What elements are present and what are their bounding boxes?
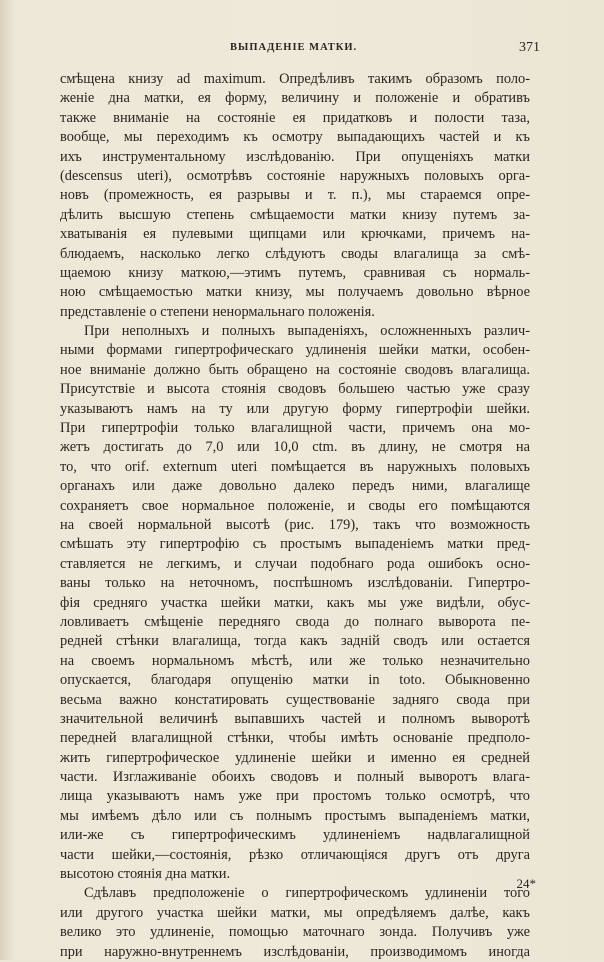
text-line: то, что orif. externum uteri помѣщается въ наружныхъ половыхъ <box>60 458 530 475</box>
text-line: блюдаемъ, насколько легко слѣдуютъ своды влагалища за смѣ- <box>60 245 530 262</box>
text-line: ставляется не легкимъ, и случаи подобнаго рода ошибокъ осно- <box>60 555 530 572</box>
text-line: передней влагалищной стѣнки, чтобы имѣть основаніе предполо- <box>60 730 530 747</box>
text-line: или-же съ гипертрофическимъ удлиненіемъ надвлагалищной <box>60 827 530 844</box>
text-line: при наружно-внутреннемъ изслѣдованіи, производимомъ иногда <box>60 943 530 960</box>
text-line: фія средняго участка шейки матки, какъ мы уже видѣли, обус- <box>60 594 530 611</box>
text-line: ное вниманіе должно быть обращено на состояніе сводовъ влагалища. <box>60 361 530 378</box>
text-line: или другого участка шейки матки, мы опредѣляемъ далѣе, какъ <box>60 904 530 921</box>
text-line: на своемъ нормальномъ мѣстѣ, или же только незначительно <box>60 652 530 669</box>
text-line: хватыванія ея пулевыми щипцами или крючками, причемъ на- <box>60 226 530 243</box>
body-text <box>60 70 530 962</box>
text-line: опускается, благодаря опущенію матки in toto. Обыкновенно <box>60 672 530 689</box>
text-line: высотою стоянія дна матки. <box>60 866 231 883</box>
text-line: Присутствіе и высота стоянія сводовъ большею частью уже сразу <box>60 381 530 398</box>
text-line: ными формами гипертрофическаго удлиненія шейки матки, особен- <box>60 342 530 359</box>
signature-mark: 24* <box>516 876 536 891</box>
text-line: Сдѣлавъ предположеніе о гипертрофическомъ удлиненіи того <box>84 885 530 902</box>
text-line: органахъ или даже довольно далеко передъ ними, влагалище <box>60 478 530 495</box>
text-line: ихъ инструментальному изслѣдованію. При опущеніяхъ матки <box>60 148 530 165</box>
text-line: представленіе о степени ненормальнаго положенія. <box>60 303 375 320</box>
text-line: жить гипертрофическое удлиненіе шейки и именно ея средней <box>60 749 530 766</box>
text-line: ваны только на неточномъ, поспѣшномъ изслѣдованіи. Гипертро- <box>60 575 530 592</box>
text-line: части. Изглаживаніе обоихъ сводовъ и полный выворотъ влага- <box>60 769 530 786</box>
text-line: значительной величинѣ выпавшихъ частей и полномъ выворотѣ <box>60 710 530 727</box>
text-line: ловливаетъ смѣщеніе передняго свода до полнаго выворота пе- <box>60 613 530 630</box>
text-line: щаемою книзу маткою,—этимъ путемъ, сравнивая съ нормаль- <box>60 264 530 281</box>
text-line: лища указываютъ намъ уже при простомъ только осмотрѣ, что <box>60 788 530 805</box>
text-line: велико это удлиненіе, помощью маточнаго зонда. Получивъ уже <box>60 924 530 941</box>
text-line: новъ (промежность, ея разрывы и т. п.), мы стараемся опре- <box>60 187 530 204</box>
text-line: женіе дна матки, ея форму, величину и положеніе и обративъ <box>60 90 530 107</box>
text-line: жетъ достигать до 7,0 или 10,0 ctm. въ длину, не смотря на <box>60 439 530 456</box>
text-line: на своей нормальной высотѣ (рис. 179), такъ что возможность <box>60 516 530 533</box>
text-line: мы имѣемъ дѣло или съ полнымъ простымъ выпаденіемъ матки, <box>60 807 530 824</box>
page-number: 371 <box>519 40 540 55</box>
text-line: сохраняетъ свое нормальное положеніе, и своды его помѣщаются <box>60 497 530 514</box>
page-header <box>60 40 540 60</box>
text-line: При неполныхъ и полныхъ выпаденіяхъ, осложненныхъ различ- <box>84 323 530 340</box>
text-line: При гипертрофіи только влагалищной части, причемъ она мо- <box>60 420 530 437</box>
text-line: весьма важно констатировать существованіе задняго свода при <box>60 691 530 708</box>
text-line: части шейки,—состоянія, рѣзко отличающіяся другъ отъ друга <box>60 846 530 863</box>
text-line: редней стѣнки влагалища, тогда какъ задній сводъ или остается <box>60 633 530 650</box>
text-line: указываютъ намъ на ту или другую форму гипертрофіи шейки. <box>60 400 530 417</box>
text-line: (descensus uteri), осмотрѣвъ состояніе наружныхъ половыхъ орга- <box>60 167 530 184</box>
text-line: также вниманіе на состояніе ея придатковъ и полости таза, <box>60 109 530 126</box>
text-line: ною смѣщаемостью матки книзу, мы получаемъ довольно вѣрное <box>60 284 530 301</box>
text-line: смѣшать эту гипертрофію съ простымъ выпаденіемъ матки пред- <box>60 536 530 553</box>
text-line: вообще, мы переходимъ къ осмотру выпадающихъ частей и къ <box>60 129 530 146</box>
running-title: ВЫПАДЕНІЕ МАТКИ. <box>230 42 358 53</box>
text-line: смѣщена книзу ad maximum. Опредѣливъ такимъ образомъ поло- <box>60 71 530 87</box>
text-line: дѣлить высшую степень смѣщаемости матки книзу путемъ за- <box>60 206 530 223</box>
